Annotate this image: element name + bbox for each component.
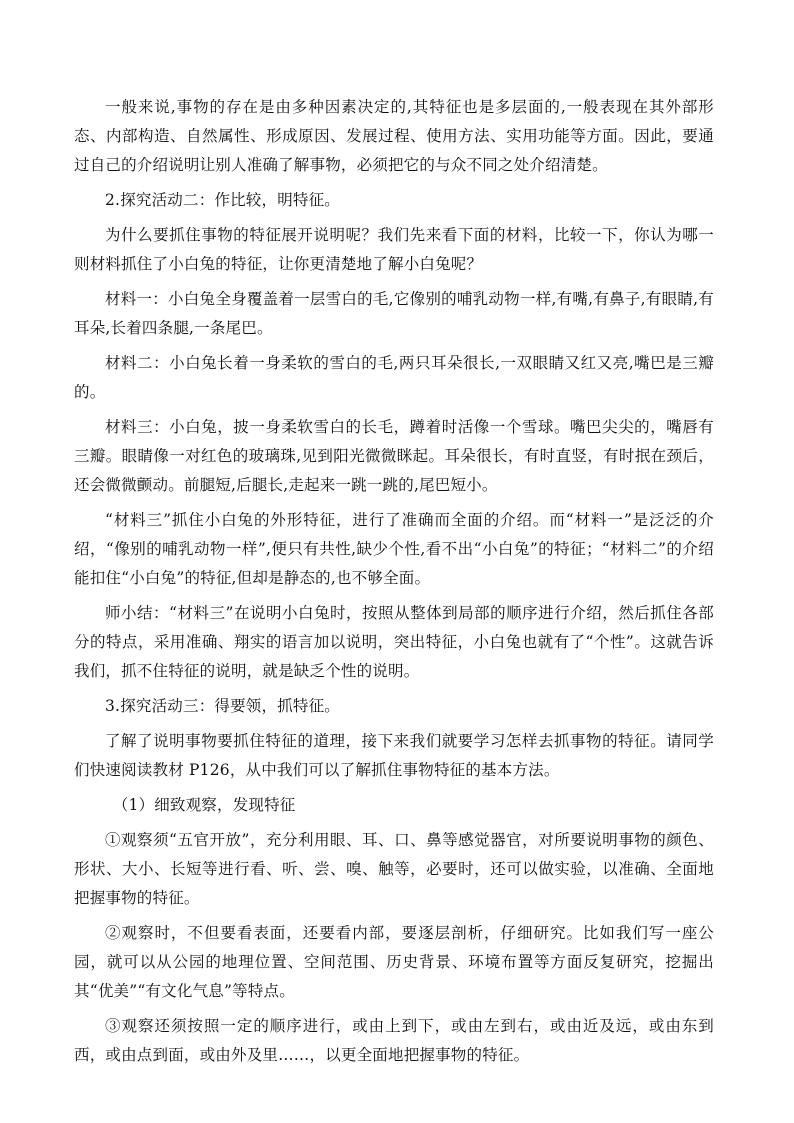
paragraph-material-three: 材料三：小白兔，披一身柔软雪白的长毛，蹲着时活像一个雪球。嘴巴尖尖的，嘴唇有三瓣。眼睛像一对红色的玻璃珠,见到阳光微微眯起。耳朵很长，有时直竖，有时抿在颈后，还会微微颤动。前腿短,后腿长,走起来一跳一跳的,尾巴短小。 [74,418,714,494]
paragraph-point-two: ②观察时，不但要看表面，还要看内部，要逐层剖析，仔细研究。比如我们写一座公园，就可以从公园的地理位置、空间范围、历史背景、环境布置等方面反复研究，挖掘出其“优美”“有文化气息”等特点。 [74,924,714,1000]
heading-activity-three: 3.探究活动三：得要领，抓特征。 [105,697,340,715]
paragraph-teacher-summary: 师小结：“材料三”在说明小白兔时，按照从整体到局部的顺序进行介绍，然后抓住各部分的特点，采用准确、翔实的语言加以说明，突出特征，小白兔也就有了“个性”。这就告诉我们，抓不住特征的说明，就是缺乏个性的说明。 [74,604,714,680]
paragraph-analysis: “材料三”抓住小白兔的外形特征，进行了准确而全面的介绍。而“材料一”是泛泛的介绍，“像别的哺乳动物一样”,便只有共性,缺少个性,看不出“小白兔”的特征；“材料二”的介绍能扣住“小白兔”的特征,但却是静态的,也不够全面。 [74,511,714,587]
paragraph-material-two: 材料二：小白兔长着一身柔软的雪白的毛,两只耳朵很长,一双眼睛又红又亮,嘴巴是三瓣的。 [74,354,714,401]
paragraph-intro: 一般来说,事物的存在是由多种因素决定的,其特征也是多层面的,一般表现在其外部形态、内部构造、自然属性、形成原因、发展过程、使用方法、实用功能等方面。因此，要通过自己的介绍说明让别人准确了解事物，必须把它的与众不同之处介绍清楚。 [74,98,714,174]
paragraph-question: 为什么要抓住事物的特征展开说明呢？我们先来看下面的材料，比较一下，你认为哪一则材料抓住了小白兔的特征，让你更清楚地了解小白兔呢？ [74,226,714,273]
paragraph-material-one: 材料一：小白兔全身覆盖着一层雪白的毛,它像别的哺乳动物一样,有嘴,有鼻子,有眼睛,有耳朵,长着四条腿,一条尾巴。 [74,290,714,337]
paragraph-point-three: ③观察还须按照一定的顺序进行，或由上到下，或由左到右，或由近及远，或由东到西，或由点到面，或由外及里……，以更全面地把握事物的特征。 [74,1017,714,1064]
document-body [74,93,714,1076]
subheading-observe: （1）细致观察，发现特征 [112,796,296,814]
heading-activity-two: 2.探究活动二：作比较，明特征。 [105,191,340,209]
paragraph-point-one: ①观察须“五官开放”，充分利用眼、耳、口、鼻等感觉器官，对所要说明事物的颜色、形状、大小、长短等进行看、听、尝、嗅、触等，必要时，还可以做实验，以准确、全面地把握事物的特征。 [74,831,714,907]
paragraph-method-intro: 了解了说明事物要抓住特征的道理，接下来我们就要学习怎样去抓事物的特征。请同学们快速阅读教材 P126，从中我们可以了解抓住事物特征的基本方法。 [74,732,714,779]
